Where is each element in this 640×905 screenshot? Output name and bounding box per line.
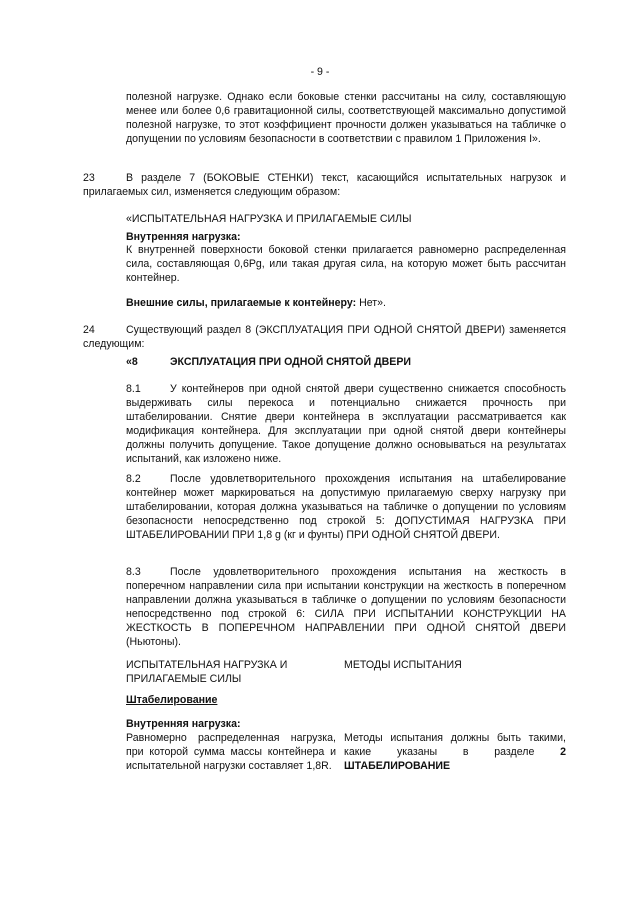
section-8-number: «8 (126, 356, 138, 368)
para-8-2-text: После удовлетворительного прохождения испытания на штабелирование контейнер может маркироваться на допустимую прилагаемую сверху нагрузку при штабелировании, которая должна указываться на табличке о допущении по условиям безопасности непосредственно под строкой 5: ДОПУСТИМАЯ НАГРУЗКА ПРИ ШТАБЕЛИРОВАНИИ ПРИ 1,8 g (кг и фунты) ПРИ ОДНОЙ СНЯТОЙ ДВЕРИ. (126, 473, 566, 542)
table-methods-cell (344, 731, 566, 773)
para-8-3-text: После удовлетворительного прохождения испытания на жесткость в поперечном направлении сила при испытании конструкции на жесткость в поперечном направлении должна указываться в табличке о допущении по условиям безопасности непосредственно под строкой 6: СИЛА ПРИ ИСПЫТАНИИ КОНСТРУКЦИИ НА ЖЕСТКОСТЬ В ПОПЕРЕЧНОМ НАПРАВЛЕНИИ ПРИ ОДНОЙ СНЯТОЙ ДВЕРИ (Ньютоны). (126, 566, 566, 649)
para-8-3-number: 8.3 (126, 566, 141, 578)
table-methods-text: Методы испытания должны быть такими, какие указаны в разделе (344, 732, 566, 759)
internal-load-text: К внутренней поверхности боковой стенки прилагается равномерно распределенная сила, составляющая 0,6Pg, или такая другая сила, на которую может быть рассчитан контейнер. (126, 244, 566, 285)
external-forces-label: Внешние силы, прилагаемые к контейнеру: (126, 297, 357, 309)
para-8-2-number: 8.2 (126, 473, 141, 485)
table-internal-load-label: Внутренняя нагрузка: (126, 718, 241, 730)
item-24-text: Существующий раздел 8 (ЭКСПЛУАТАЦИЯ ПРИ ОДНОЙ СНЯТОЙ ДВЕРИ) заменяется следующим: (83, 324, 566, 351)
item-23-number: 23 (83, 172, 95, 184)
table-col2-header: МЕТОДЫ ИСПЫТАНИЯ (344, 659, 462, 671)
section-8-title: ЭКСПЛУАТАЦИЯ ПРИ ОДНОЙ СНЯТОЙ ДВЕРИ (170, 356, 412, 368)
internal-load-label: Внутренняя нагрузка: (126, 231, 241, 243)
external-forces-line (126, 296, 566, 310)
para-8-1-number: 8.1 (126, 383, 141, 395)
item-23-text: В разделе 7 (БОКОВЫЕ СТЕНКИ) текст, касающийся испытательных нагрузок и прилагаемых сил, изменяется следующим образом: (83, 172, 566, 199)
table-internal-load-text: Равномерно распределенная нагрузка, при которой сумма массы контейнера и испытательной нагрузки составляет 1,8R. (126, 732, 336, 773)
table-col1-header: ИСПЫТАТЕЛЬНАЯ НАГРУЗКА И ПРИЛАГАЕМЫЕ СИЛЫ (126, 659, 288, 686)
stacking-heading: Штабелирование (126, 694, 218, 706)
table-methods-reference: 2 ШТАБЕЛИРОВАНИЕ (344, 746, 566, 773)
external-forces-value: Нет». (356, 297, 386, 309)
para-8-1-text: У контейнеров при одной снятой двери существенно снижается способность выдерживать силы перекоса и потенциально снижается прочность при штабелировании. Снятие двери контейнера в эксплуатации рассматривается как модификация контейнера. Для эксплуатации при одной снятой двери контейнеры должны получить допущение. Такое допущение должно основываться на результатах испытаний, как изложено ниже. (126, 383, 566, 466)
item-24-number: 24 (83, 324, 95, 336)
page-number: - 9 - (310, 66, 330, 78)
quoted-heading: «ИСПЫТАТЕЛЬНАЯ НАГРУЗКА И ПРИЛАГАЕМЫЕ СИЛЫ (126, 213, 412, 225)
intro-paragraph: полезной нагрузке. Однако если боковые стенки рассчитаны на силу, составляющую менее или более 0,6 гравитационной силы, соответствующей максимально допустимой полезной нагрузке, то этот коэффициент прочности должен указываться на табличке о допущении по условиям безопасности в соответствии с правилом 1 Приложения I». (126, 91, 566, 146)
